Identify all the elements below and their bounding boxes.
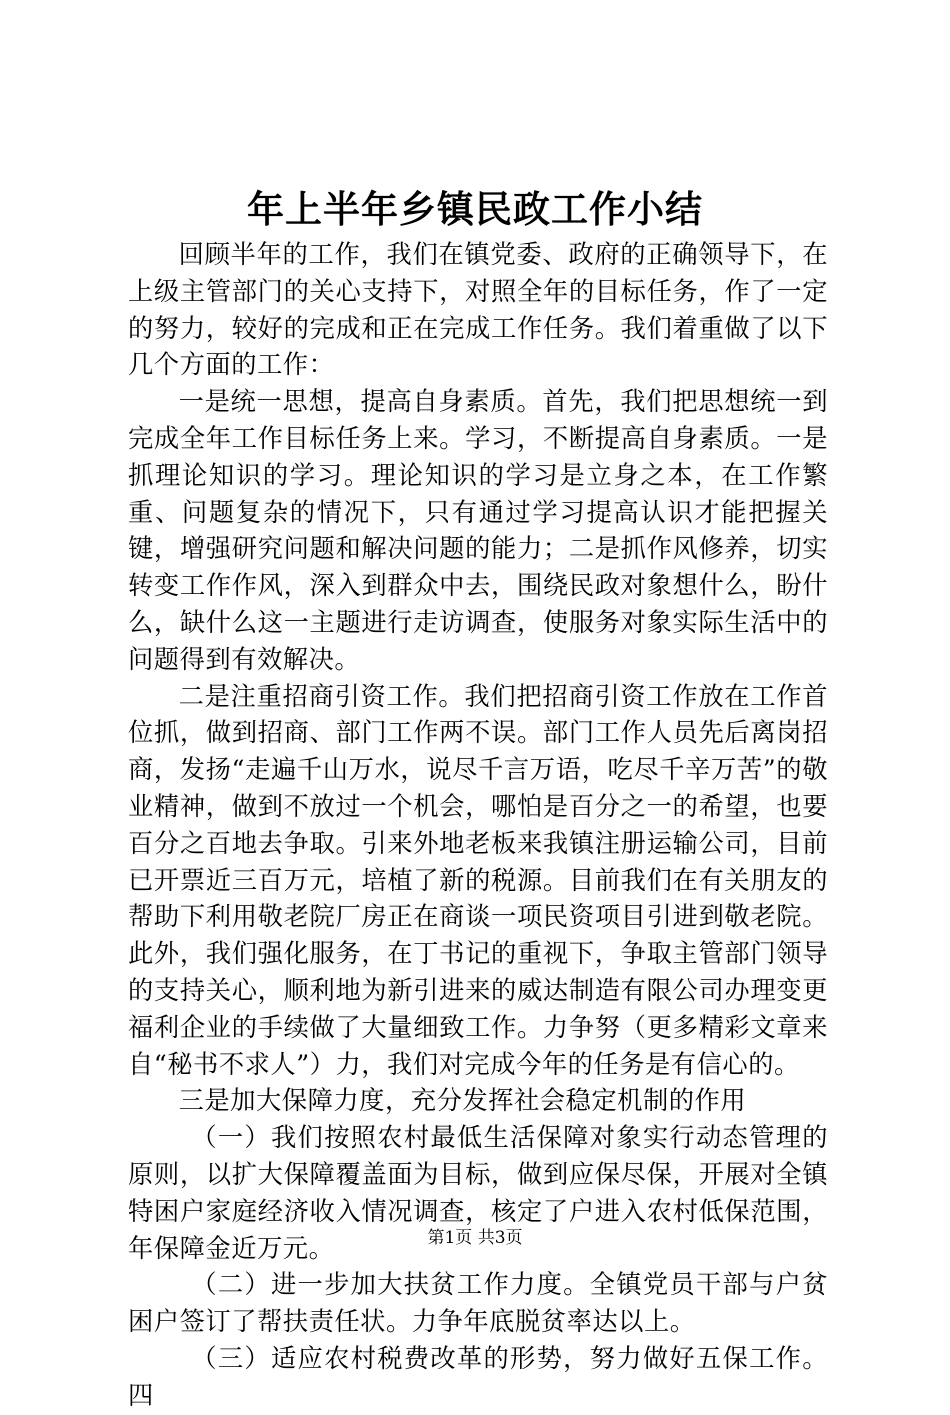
- paragraph-point-two: 二是注重招商引资工作。我们把招商引资工作放在工作首位抓，做到招商、部门工作两不误。部门工作人员先后离岗招商，发扬“走遍千山万水，说尽千言万语，吃尽千辛万苦”的敬业精神，做到不放过一个机会，哪怕是百分之一的希望，也要百分之百地去争取。引来外地老板来我镇注册运输公司，目前已开票近三百万元，培植了新的税源。目前我们在有关朋友的帮助下利用敬老院厂房正在商谈一项民资项目引进到敬老院。此外，我们强化服务，在丁书记的重视下，争取主管部门领导的支持关心，顺利地为新引进来的威达制造有限公司办理变更福利企业的手续做了大量细致工作。力争努（更多精彩文章来自“秘书不求人”）力，我们对完成今年的任务是有信心的。: [128, 681, 828, 1079]
- document-title: 年上半年乡镇民政工作小结: [247, 187, 703, 231]
- paragraph-sub-one: （一）我们按照农村最低生活保障对象实行动态管理的原则，以扩大保障覆盖面为目标，做到应保尽保，开展对全镇特困户家庭经济收入情况调查，核定了户进入农村低保范围，年保障金近万元。: [128, 1123, 828, 1263]
- paragraph-point-three-heading: 三是加大保障力度，充分发挥社会稳定机制的作用: [178, 1086, 747, 1116]
- paragraph-intro: 回顾半年的工作，我们在镇党委、政府的正确领导下，在上级主管部门的关心支持下，对照全年的目标任务，作了一定的努力，较好的完成和正在完成工作任务。我们着重做了以下几个方面的工作：: [128, 240, 828, 380]
- paragraph-point-one: 一是统一思想，提高自身素质。首先，我们把思想统一到完成全年工作目标任务上来。学习，不断提高自身素质。一是抓理论知识的学习。理论知识的学习是立身之本，在工作繁重、问题复杂的情况下，只有通过学习提高认识才能把握关键，增强研究问题和解决问题的能力；二是抓作风修养，切实转变工作作风，深入到群众中去，围绕民政对象想什么，盼什么，缺什么这一主题进行走访调查，使服务对象实际生活中的问题得到有效解决。: [128, 387, 828, 674]
- paragraph-sub-two: （二）进一步加大扶贫工作力度。全镇党员干部与户贫困户签订了帮扶责任状。力争年底脱贫率达以上。: [128, 1270, 828, 1337]
- page-footer: 第1页 共3页: [427, 1228, 523, 1248]
- paragraph-sub-three: （三）适应农村税费改革的形势，努力做好五保工作。四: [128, 1343, 828, 1410]
